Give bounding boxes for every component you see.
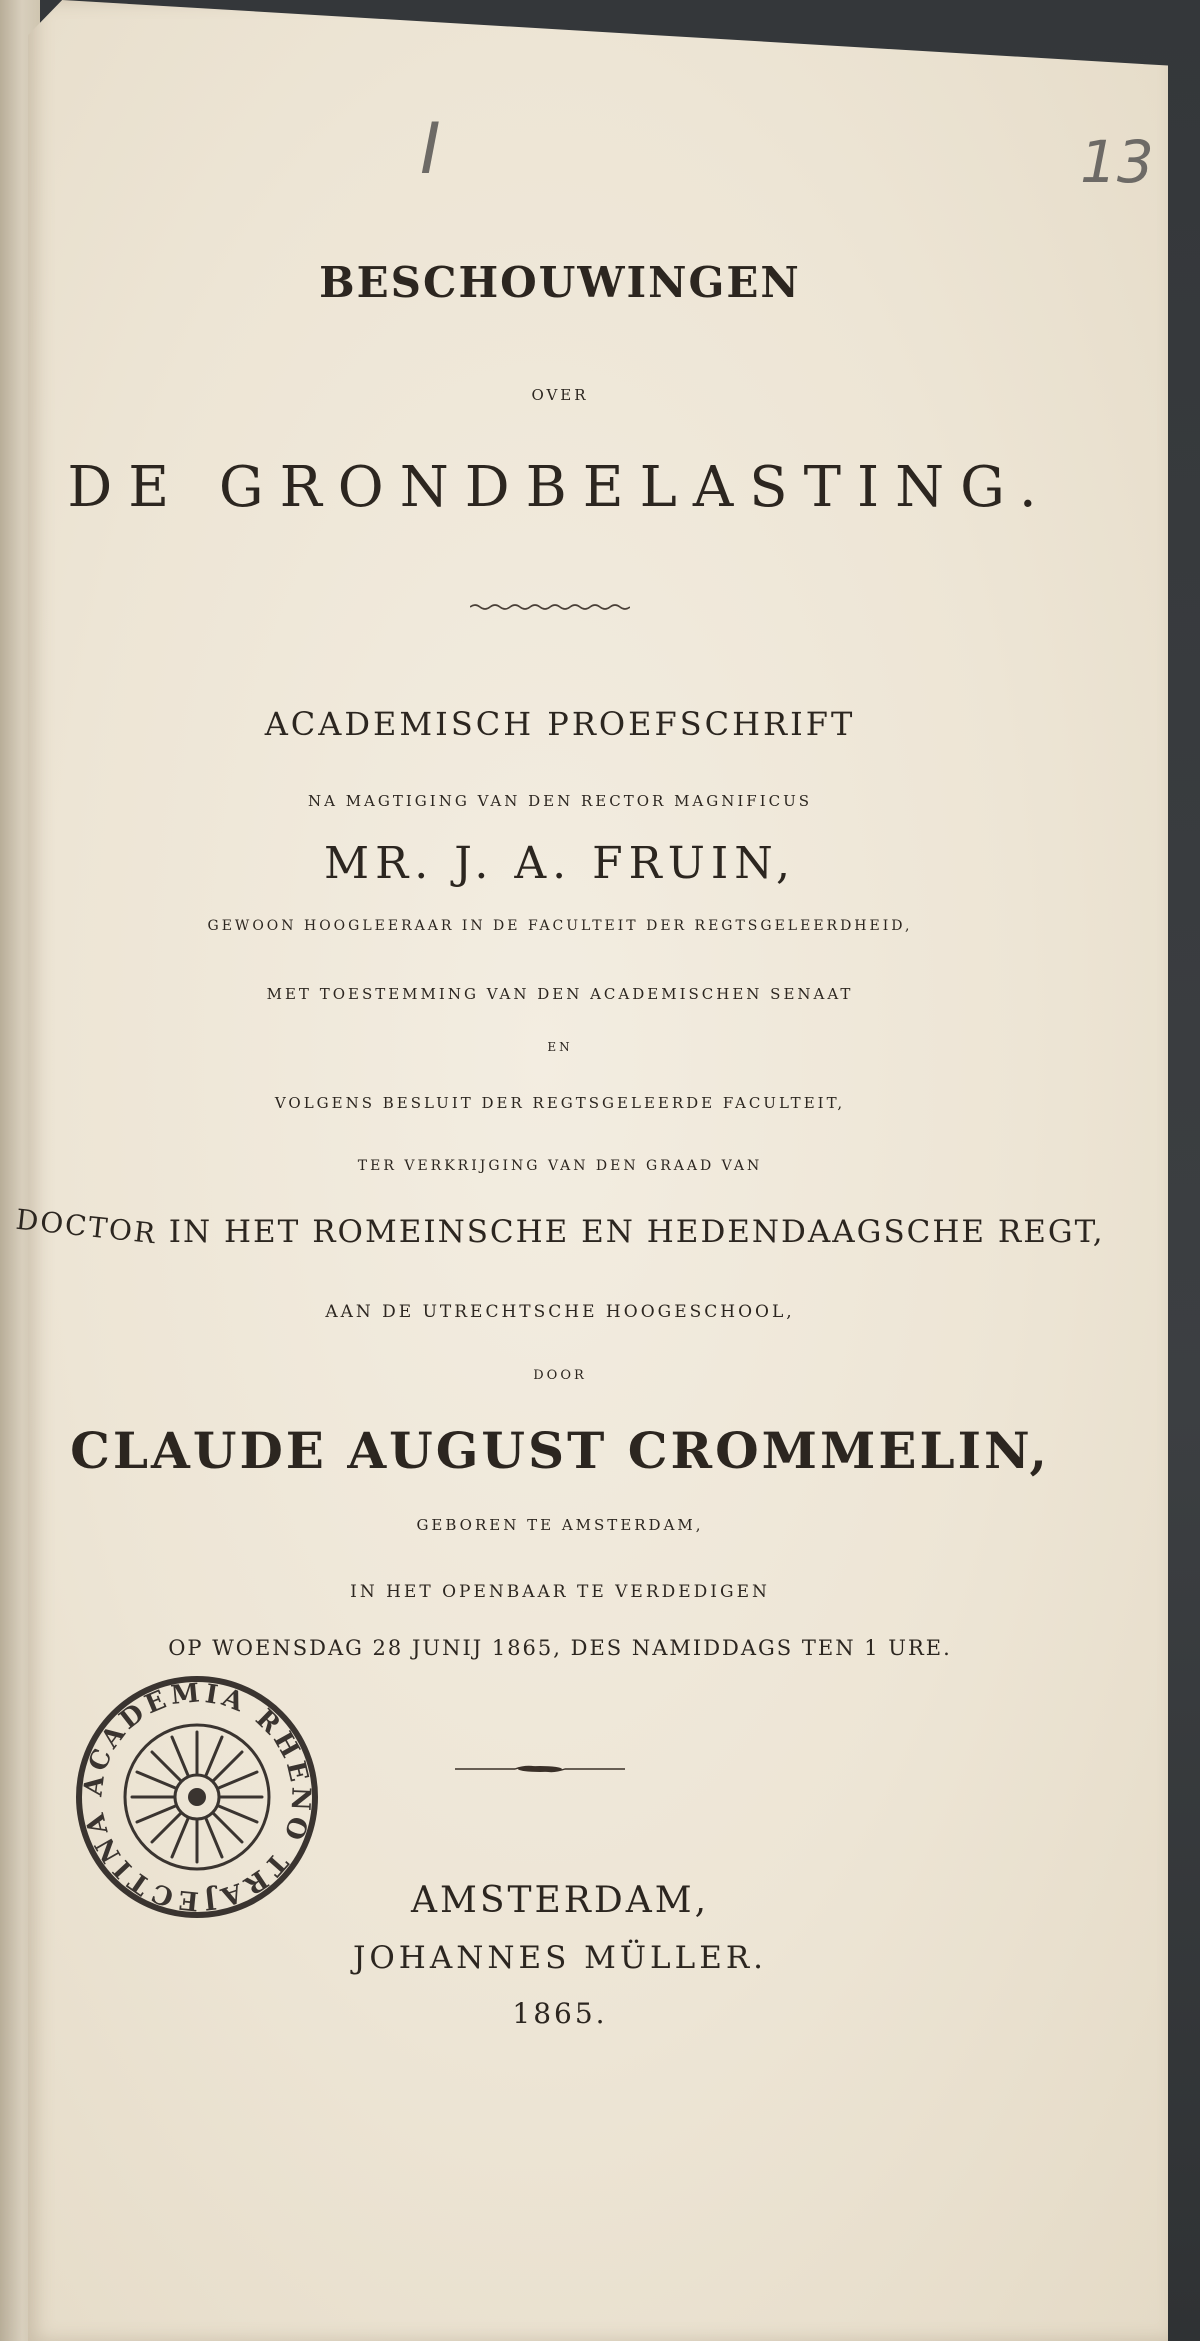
degree-intro: TER VERKRIJGING VAN DEN GRAAD VAN [357,1158,763,1174]
defense-date: OP WOENSDAG 28 JUNIJ 1865, DES NAMIDDAGS TEN 1 URE. [168,1636,952,1660]
and-line: EN [547,1040,573,1054]
book-subject: DE GRONDBELASTING. [67,455,1053,520]
by-line: DOOR [533,1368,587,1383]
degree-line [0,1202,1120,1251]
authorization-line: NA MAGTIGING VAN DEN RECTOR MAGNIFICUS [307,792,813,810]
imprint-year: 1865. [512,1997,608,2030]
rector-title: GEWOON HOOGLEERAAR IN DE FACULTEIT DER REGTSGELEERDHEID, [207,918,913,934]
birthplace-line: GEBOREN TE AMSTERDAM, [416,1516,704,1534]
imprint-publisher: JOHANNES MÜLLER. [352,1940,768,1976]
imprint-city: AMSTERDAM, [410,1880,710,1921]
university-line: AAN DE UTRECHTSCHE HOOGESCHOOL, [325,1302,795,1322]
volume-mark: I [420,108,441,190]
faculty-decision: VOLGENS BESLUIT DER REGTSGELEERDE FACULTEIT, [274,1094,846,1112]
public-defense-line: IN HET OPENBAAR TE VERDEDIGEN [350,1582,770,1602]
thesis-type: ACADEMISCH PROEFSCHRIFT [264,705,856,743]
book-title: BESCHOUWINGEN [319,258,801,307]
degree-rest: IN HET ROMEINSCHE EN HEDENDAAGSCHE REGT, [156,1214,1105,1250]
divider-ornament [455,1762,625,1776]
over-label: OVER [531,386,589,404]
rector-name: MR. J. A. FRUIN, [324,838,796,889]
page-number: 13 [1080,128,1154,196]
senate-consent: MET TOESTEMMING VAN DEN ACADEMISCHEN SENAAT [266,985,854,1003]
candidate-name: CLAUDE AUGUST CROMMELIN, [70,1421,1050,1480]
degree-first-word: DOCTOR [14,1202,159,1251]
stamp-text: ACADEMIA RHENO TRAJECTINA [78,1677,316,1916]
wavy-rule-ornament [470,600,630,614]
